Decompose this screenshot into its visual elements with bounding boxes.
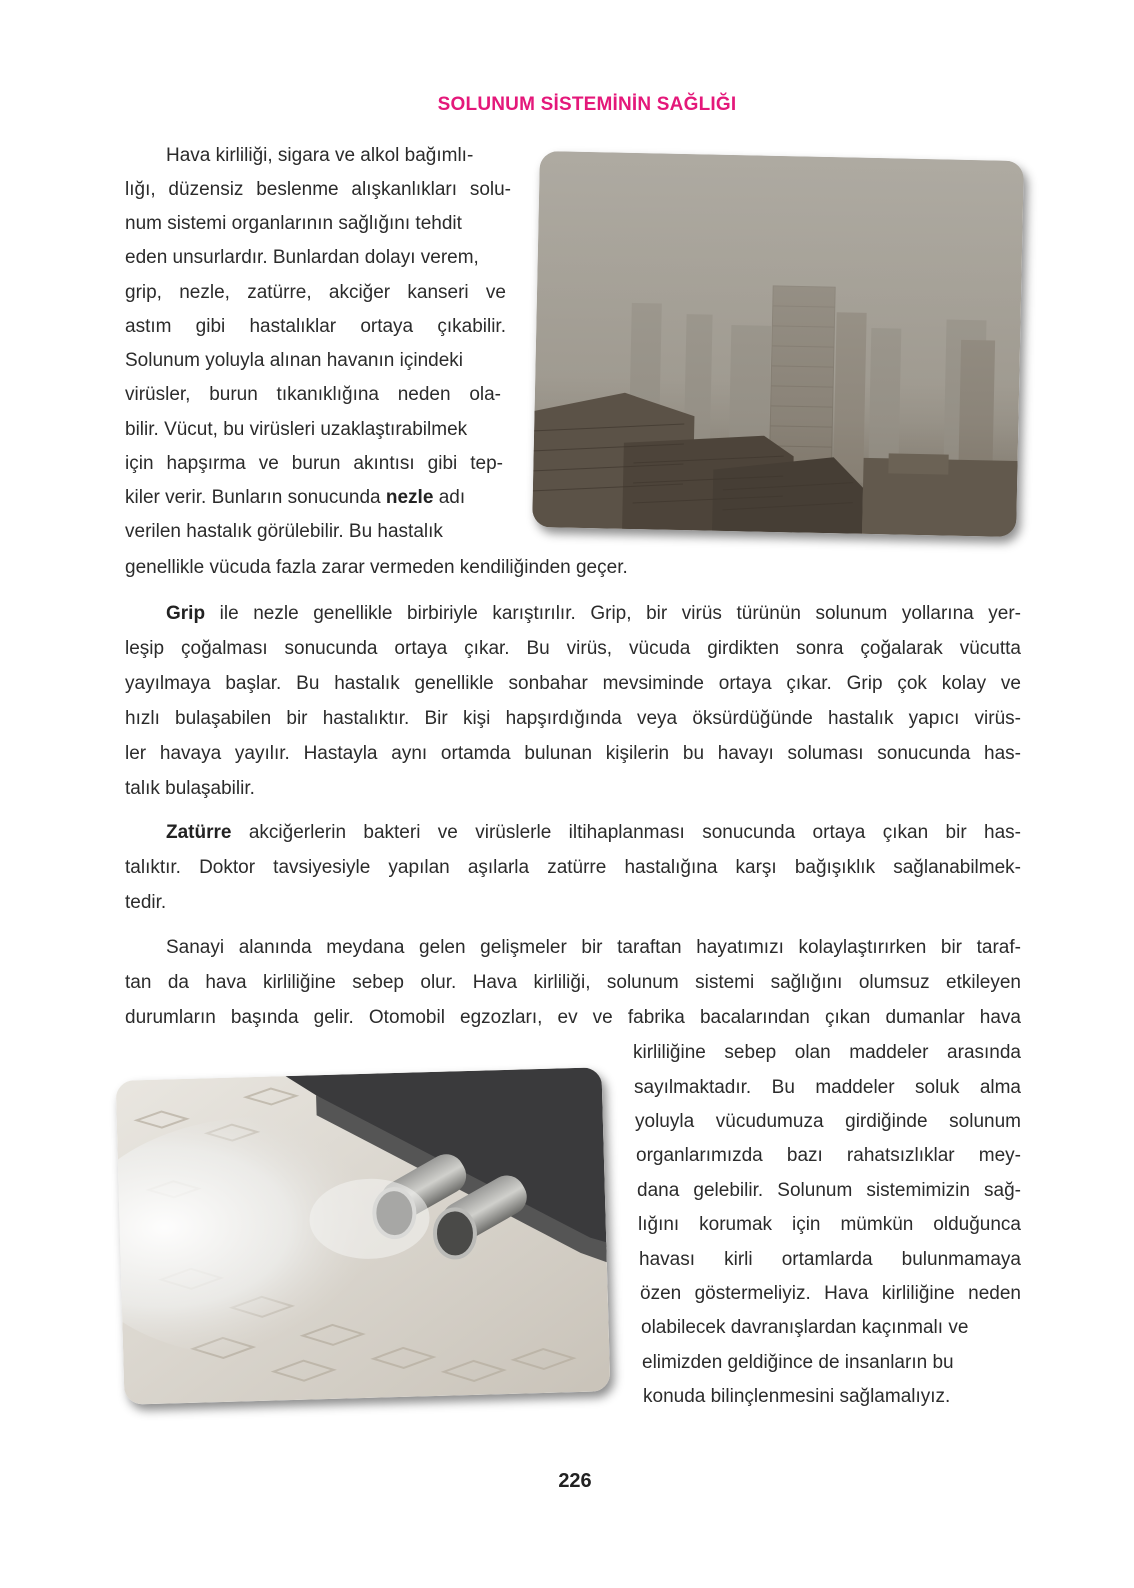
text-line: leşip çoğalması sonucunda ortaya çıkar. Bu virüs, vücuda girdikten sonra çoğalarak vücutta xyxy=(125,638,1021,659)
text-line: bilir. Vücut, bu virüsleri uzaklaştırabilmek xyxy=(125,419,468,440)
text-line: için hapşırma ve burun akıntısı gibi tep- xyxy=(125,453,503,474)
text-line xyxy=(125,485,465,511)
text-line: eden unsurlardır. Bunlardan dolayı verem, xyxy=(125,247,479,268)
text-line: sayılmaktadır. Bu maddeler soluk alma xyxy=(634,1077,1021,1098)
text-line: grip, nezle, zatürre, akciğer kanseri ve xyxy=(125,282,506,303)
car-exhaust-illustration xyxy=(116,1067,611,1404)
text-line: astım gibi hastalıklar ortaya çıkabilir. xyxy=(125,316,506,337)
text-line: genellikle vücuda fazla zarar vermeden kendiliğinden geçer. xyxy=(125,557,628,578)
text-line: yayılmaya başlar. Bu hastalık genellikle sonbahar mevsiminde ortaya çıkar. Grip çok kolay ve xyxy=(125,673,1021,694)
text-line xyxy=(166,820,1021,846)
text-line: konuda bilinçlenmesini sağlamalıyız. xyxy=(643,1386,951,1407)
text-line: talıktır. Doktor tavsiyesiyle yapılan aşılarla zatürre hastalığına karşı bağışıklık sağlanabilmek- xyxy=(125,857,1021,878)
text-run: kiler verir. Bunların sonucunda xyxy=(125,487,381,508)
text-line: kirliliğine sebep olan maddeler arasında xyxy=(633,1042,1021,1063)
text-line: olabilecek davranışlardan kaçınmalı ve xyxy=(641,1317,969,1338)
text-line: Sanayi alanında meydana gelen gelişmeler bir taraftan hayatımızı kolaylaştırırken bir taraf- xyxy=(166,937,1021,958)
text-line: tan da hava kirliliğine sebep olur. Hava kirliliği, solunum sistemi sağlığını olumsuz etkileyen xyxy=(125,972,1021,993)
text-line: talık bulaşabilir. xyxy=(125,778,255,799)
car-exhaust-photo xyxy=(116,1067,611,1404)
text-line: verilen hastalık görülebilir. Bu hastalık xyxy=(125,521,443,542)
text-run: ile nezle genellikle birbiriyle karıştırılır. Grip, bir virüs türünün solunum yollarına yer- xyxy=(219,603,1021,624)
page-title: SOLUNUM SİSTEMİNİN SAĞLIĞI xyxy=(437,94,737,115)
text-run: akciğerlerin bakteri ve virüslerle iltihaplanması sonucunda ortaya çıkan bir has- xyxy=(248,822,1021,843)
text-line: Hava kirliliği, sigara ve alkol bağımlı- xyxy=(166,145,474,166)
term-zaturre: Zatürre xyxy=(166,822,232,843)
term-grip: Grip xyxy=(166,603,206,624)
text-line: dana gelebilir. Solunum sistemimizin sağ- xyxy=(637,1180,1021,1201)
text-line: organlarımızda bazı rahatsızlıklar mey- xyxy=(636,1145,1021,1166)
text-line: ler havaya yayılır. Hastayla aynı ortamda bulunan kişilerin bu havayı soluması sonucunda has- xyxy=(125,743,1021,764)
text-line: elimizden geldiğince de insanların bu xyxy=(642,1352,954,1373)
text-line: hızlı bulaşabilen bir hastalıktır. Bir kişi hapşırdığında veya öksürdüğünde hastalık yapıcı virüs- xyxy=(125,708,1021,729)
text-line: tedir. xyxy=(125,892,167,913)
text-line: virüsler, burun tıkanıklığına neden ola- xyxy=(125,384,501,405)
text-line: havası kirli ortamlarda bulunmamaya xyxy=(639,1249,1021,1270)
text-run: adı xyxy=(438,487,466,508)
text-line: Solunum yoluyla alınan havanın içindeki xyxy=(125,350,463,371)
text-line: lığını korumak için mümkün olduğunca xyxy=(638,1214,1021,1235)
text-line: num sistemi organlarının sağlığını tehdit xyxy=(125,213,462,234)
text-line: yoluyla vücudumuza girdiğinde solunum xyxy=(635,1111,1021,1132)
text-line: lığı, düzensiz beslenme alışkanlıkları solu- xyxy=(125,179,511,200)
text-line: durumların başında gelir. Otomobil egzozları, ev ve fabrika bacalarından çıkan dumanlar hava xyxy=(125,1007,1021,1028)
text-line xyxy=(166,601,1021,627)
page-number: 226 xyxy=(558,1470,592,1492)
term-nezle: nezle xyxy=(385,487,434,508)
text-line: özen göstermeliyiz. Hava kirliliğine neden xyxy=(640,1283,1021,1304)
smog-city-photo xyxy=(532,151,1024,537)
smog-city-illustration xyxy=(532,151,1024,537)
